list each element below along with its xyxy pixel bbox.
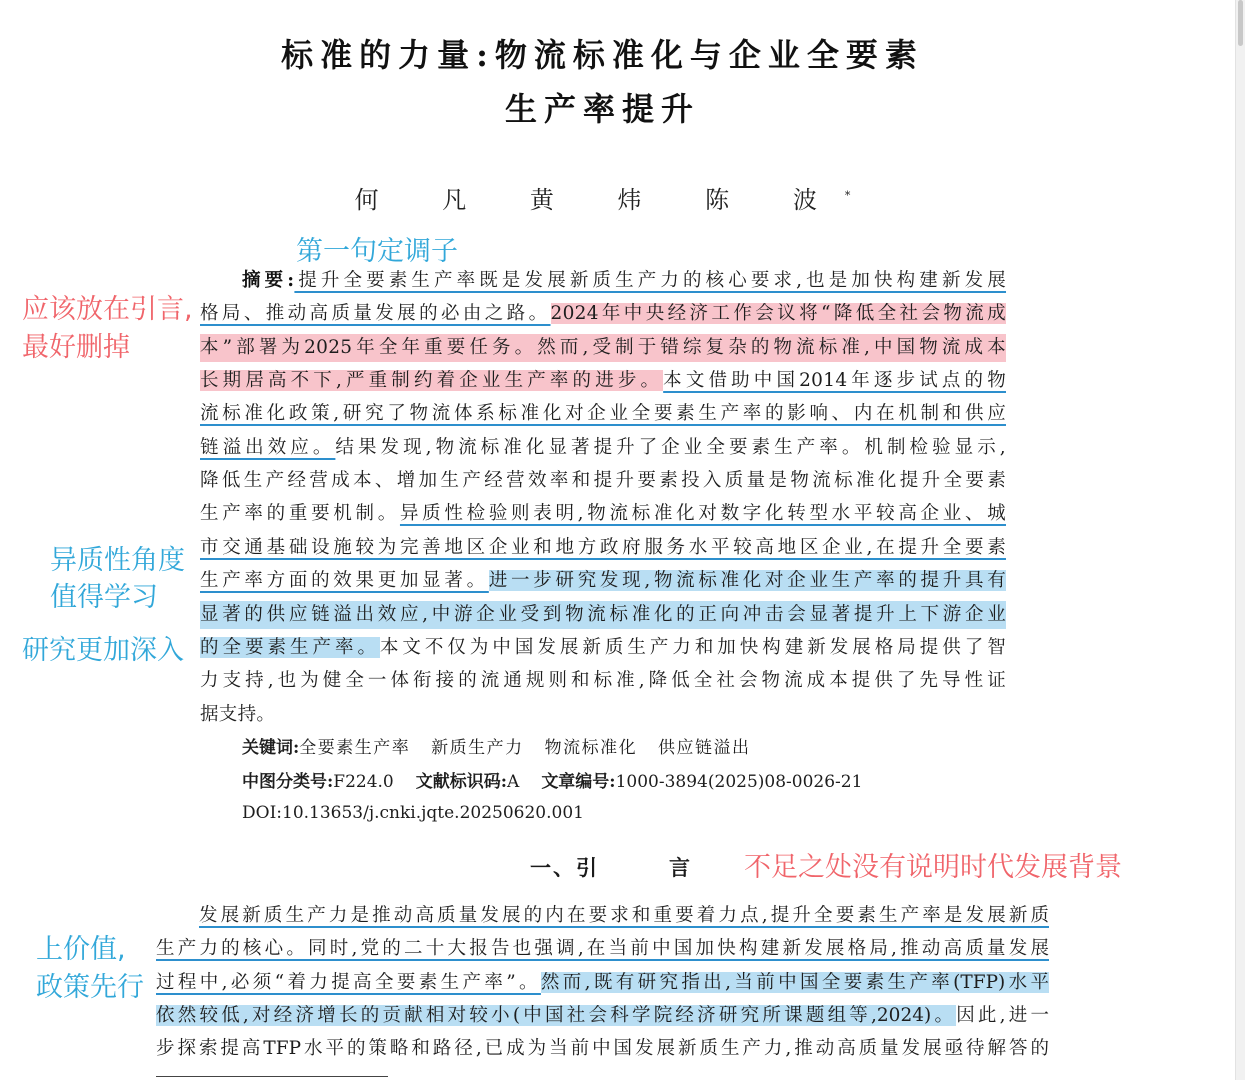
intro-line: 发展新质生产力是推动高质量发展的内在要求和重要着力点,提升全要素生产率是发展新质	[199, 905, 1049, 926]
classification-line: 中图分类号:F224.0 文献标识码:A 文章编号:1000-3894(2025)08-0026-21	[242, 772, 863, 792]
abstract-line: 本”部署为2025年全年重要任务。然而,受制于错综复杂的物流标准,中国物流成本	[200, 334, 1006, 362]
section-heading: 一、引 言	[530, 855, 692, 880]
paper-title-line-2: 生产率提升	[504, 90, 700, 128]
abstract-line: 的全要素生产率。本文不仅为中国发展新质生产力和加快构建新发展格局提供了智	[200, 637, 1006, 658]
footnote-rule	[156, 1076, 388, 1077]
intro-line: 过程中,必须“着力提高全要素生产率”。然而,既有研究指出,当前中国全要素生产率(TFP)水平	[156, 972, 1049, 993]
article-no-label: 文章编号:	[541, 772, 616, 792]
doc-code-label: 文献标识码:	[415, 772, 508, 792]
keywords-line	[242, 735, 751, 761]
annotation-move-intro-2: 最好删掉	[22, 332, 130, 363]
abstract-line: 力支持,也为健全一体衔接的流通规则和标准,降低全社会物流成本提供了先导性证	[200, 670, 1006, 691]
authors	[0, 180, 1205, 215]
annotation-insufficient-background: 不足之处没有说明时代发展背景	[744, 852, 1122, 883]
abstract-line: 链溢出效应。结果发现,物流标准化显著提升了企业全要素生产率。机制检验显示,	[200, 437, 1006, 458]
abstract-line: 生产率的重要机制。异质性检验则表明,物流标准化对数字化转型水平较高企业、城	[200, 503, 1006, 524]
intro-line: 步探索提高TFP水平的策略和路径,已成为当前中国发展新质生产力,推动高质量发展亟待解答的	[156, 1038, 1049, 1059]
intro-line: 依然较低,对经济增长的贡献相对较小(中国社会科学院经济研究所课题组等,2024)。因此,进一	[156, 1005, 1050, 1026]
annotation-first-sentence: 第一句定调子	[296, 236, 458, 267]
keywords: 全要素生产率 新质生产力 物流标准化 供应链溢出	[299, 738, 751, 758]
abstract-line: 据支持。	[200, 704, 276, 725]
intro-line: 生产力的核心。同时,党的二十大报告也强调,在当前中国加快构建新发展格局,推动高质量发展	[156, 938, 1049, 959]
abstract-line: 格局、推动高质量发展的必由之路。2024年中央经济工作会议将“降低全社会物流成	[200, 303, 1006, 324]
abstract-line: 降低生产经营成本、增加生产经营效率和提升要素投入质量是物流标准化提升全要素	[200, 470, 1006, 491]
abstract-line: 显著的供应链溢出效应,中游企业受到物流标准化的正向冲击会显著提升上下游企业	[200, 601, 1006, 629]
annotation-move-intro-1: 应该放在引言,	[22, 294, 193, 325]
clc-label: 中图分类号:	[242, 772, 334, 792]
doi: DOI:10.13653/j.cnki.jqte.20250620.001	[242, 803, 584, 823]
scrollbar-thumb[interactable]	[1238, 0, 1243, 46]
abstract-label: 摘要:	[242, 270, 295, 291]
abstract-line: 流标准化政策,研究了物流体系标准化对企业全要素生产率的影响、内在机制和供应	[200, 403, 1006, 424]
keywords-label: 关键词:	[242, 738, 300, 758]
paper-title-line-1: 标准的力量:物流标准化与企业全要素	[281, 36, 924, 74]
scrollbar[interactable]	[1235, 0, 1245, 1080]
abstract-line: 长期居高不下,严重制约着企业生产率的进步。本文借助中国2014年逐步试点的物	[200, 370, 1006, 391]
annotation-value-2: 政策先行	[36, 972, 144, 1003]
annotation-value-1: 上价值,	[36, 934, 126, 965]
annotation-heterogeneity-1: 异质性角度	[50, 545, 185, 576]
abstract-line: 生产率方面的效果更加显著。进一步研究发现,物流标准化对企业生产率的提升具有	[200, 570, 1006, 591]
abstract-line: 市交通基础设施较为完善地区企业和地方政府服务水平较高地区企业,在提升全要素	[200, 537, 1006, 558]
annotation-heterogeneity-2: 值得学习	[50, 582, 158, 613]
author-names: 何 凡 黄 炜 陈 波	[354, 186, 845, 214]
author-footnote-mark: *	[844, 189, 851, 202]
abstract-line: 摘要:提升全要素生产率既是发展新质生产力的核心要求,也是加快构建新发展	[242, 270, 1007, 291]
annotation-deeper-research: 研究更加深入	[22, 635, 184, 666]
